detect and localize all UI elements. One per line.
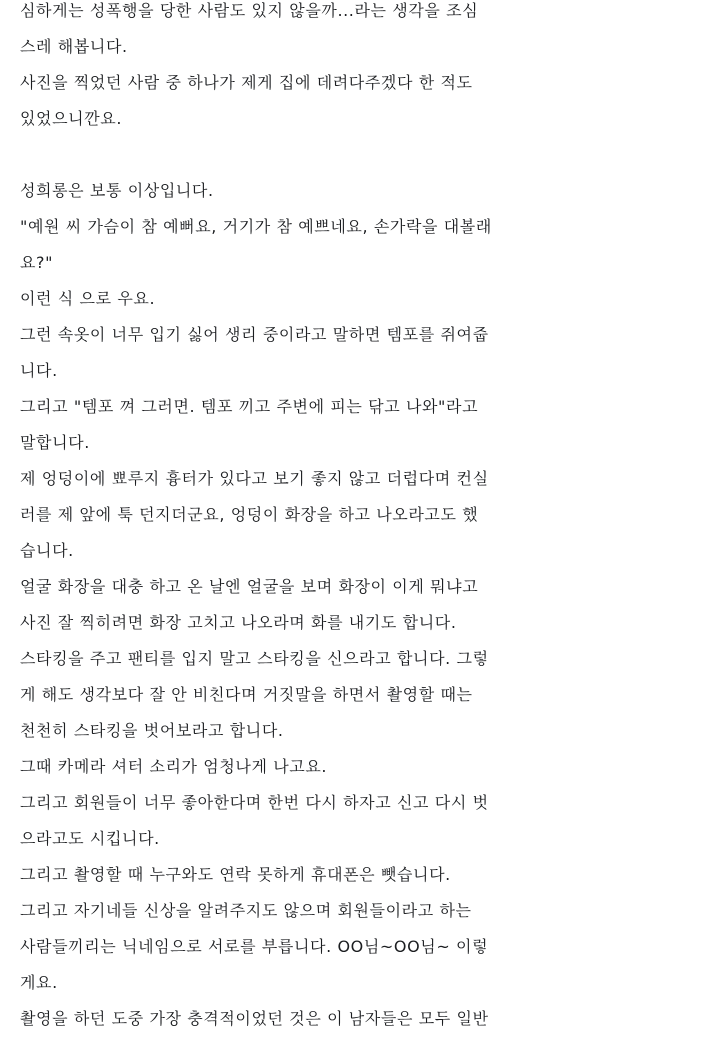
paragraph: [20, 281, 720, 317]
text-line: 그리고 "템포 껴 그러면. 템포 끼고 주변에 피는 닦고 나와"라고: [20, 397, 479, 416]
text-line: 그때 카메라 셔터 소리가 엄청나게 나고요.: [20, 757, 328, 776]
post-body: [20, 0, 720, 1037]
paragraph-spacer: [20, 137, 720, 173]
text-line: 게요.: [20, 973, 58, 992]
paragraph: [20, 893, 720, 1001]
paragraph: [20, 569, 720, 641]
text-line: 으라고도 시킵니다.: [20, 829, 160, 848]
text-line: 말합니다.: [20, 433, 90, 452]
paragraph: [20, 785, 720, 857]
paragraph: [20, 641, 720, 749]
text-line: 이런 식 으로 우요.: [20, 289, 156, 308]
text-line: 촬영을 하던 도중 가장 충격적이었던 것은 이 남자들은 모두 일반: [20, 1009, 489, 1028]
paragraph: [20, 317, 720, 389]
text-line: 얼굴 화장을 대충 하고 온 날엔 얼굴을 보며 화장이 이게 뭐냐고: [20, 577, 479, 596]
text-line: 사람들끼리는 닉네임으로 서로를 부릅니다. OO님~OO님~ 이렇: [20, 937, 489, 956]
paragraph: [20, 65, 720, 137]
paragraph: [20, 209, 720, 281]
text-line: 그리고 자기네들 신상을 알려주지도 않으며 회원들이라고 하는: [20, 901, 472, 920]
text-line: 천천히 스타킹을 벗어보라고 합니다.: [20, 721, 284, 740]
text-line: 성희롱은 보통 이상입니다.: [20, 181, 214, 200]
text-line: 습니다.: [20, 541, 74, 560]
text-line: 그리고 회원들이 너무 좋아한다며 한번 다시 하자고 신고 다시 벗: [20, 793, 489, 812]
text-line: 니다.: [20, 361, 58, 380]
paragraph: [20, 461, 720, 569]
text-line: 게 해도 생각보다 잘 안 비친다며 거짓말을 하면서 촬영할 때는: [20, 685, 473, 704]
text-line: 그런 속옷이 너무 입기 싫어 생리 중이라고 말하면 템포를 쥐여줍: [20, 325, 489, 344]
text-line: 그리고 촬영할 때 누구와도 연락 못하게 휴대폰은 뺏습니다.: [20, 865, 451, 884]
paragraph: [20, 389, 720, 461]
paragraph: [20, 857, 720, 893]
text-line: 제 엉덩이에 뾰루지 흉터가 있다고 보기 좋지 않고 더럽다며 컨실: [20, 469, 489, 488]
text-line: 러를 제 앞에 툭 던지더군요, 엉덩이 화장을 하고 나오라고도 했: [20, 505, 479, 524]
text-line: 스타킹을 주고 팬티를 입지 말고 스타킹을 신으라고 합니다. 그렇: [20, 649, 489, 668]
text-line: 심하게는 성폭행을 당한 사람도 있지 않을까...라는 생각을 조심: [20, 1, 479, 20]
text-line: 있었으니깐요.: [20, 109, 123, 128]
text-line: 사진 잘 찍히려면 화장 고치고 나오라며 화를 내기도 합니다.: [20, 613, 457, 632]
text-line: 스레 해봅니다.: [20, 37, 128, 56]
text-line: 요?": [20, 253, 54, 272]
paragraph: [20, 749, 720, 785]
paragraph: [20, 0, 720, 65]
paragraph: [20, 173, 720, 209]
paragraph: [20, 1001, 720, 1037]
text-line: 사진을 찍었던 사람 중 하나가 제게 집에 데려다주겠다 한 적도: [20, 73, 473, 92]
text-line: "예원 씨 가슴이 참 예뻐요, 거기가 참 예쁘네요, 손가락을 대볼래: [20, 217, 492, 236]
